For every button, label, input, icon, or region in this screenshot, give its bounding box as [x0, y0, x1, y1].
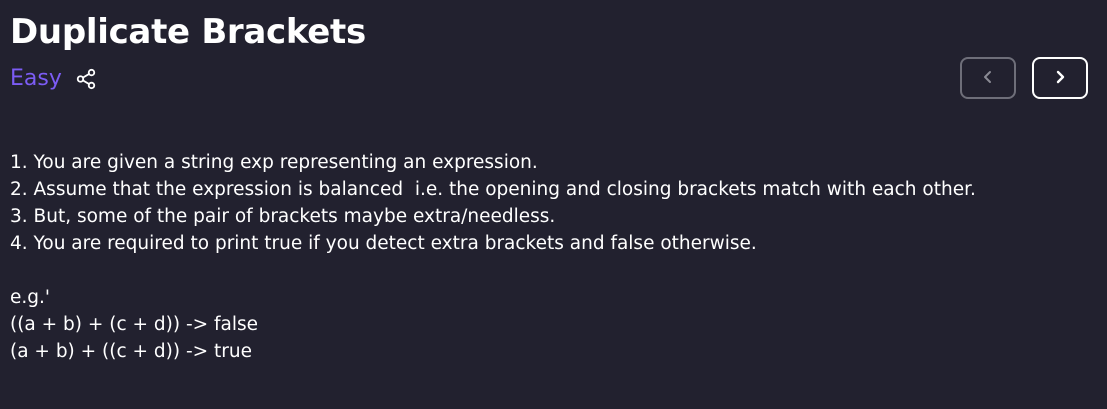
previous-problem-button[interactable]: [960, 57, 1016, 99]
example-label: e.g.': [10, 287, 50, 308]
description-point: 2. Assume that the expression is balanced i.e. the opening and closing brackets match with each other.: [10, 179, 976, 200]
paragraph-spacer: [10, 257, 1092, 284]
share-icon[interactable]: [74, 67, 98, 91]
problem-description: [10, 149, 1092, 365]
difficulty-badge: Easy: [10, 66, 62, 91]
description-point: 1. You are given a string exp representing an expression.: [10, 152, 538, 173]
chevron-right-icon: [1053, 69, 1067, 88]
problem-meta: [10, 62, 98, 96]
description-point: 4. You are required to print true if you detect extra brackets and false otherwise.: [10, 233, 757, 254]
problem-title: Duplicate Brackets: [10, 12, 366, 52]
next-problem-button[interactable]: [1032, 57, 1088, 99]
chevron-left-icon: [981, 69, 995, 88]
example-line: (a + b) + ((c + d)) -> true: [10, 341, 252, 362]
example-line: ((a + b) + (c + d)) -> false: [10, 314, 259, 335]
description-point: 3. But, some of the pair of brackets maybe extra/needless.: [10, 206, 556, 227]
